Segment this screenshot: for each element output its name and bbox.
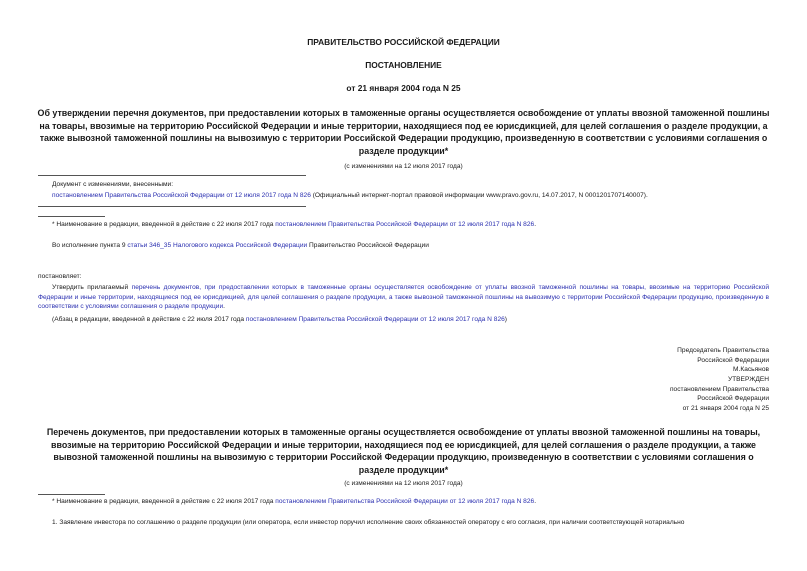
list-changes-note: (с изменениями на 12 июля 2017 года): [344, 480, 463, 487]
amendments-intro: Документ с изменениями, внесенными:: [52, 181, 174, 188]
preamble-text: Во исполнение пункта 9: [52, 242, 128, 249]
note-link[interactable]: постановлением Правительства Российской Федерации от 12 июля 2017 года N 826: [245, 316, 505, 323]
footnote-link[interactable]: постановлением Правительства Российской Федерации от 12 июля 2017 года N 826: [275, 221, 535, 228]
footnote-text: * Наименование в редакции, введенной в действие с 22 июля 2017 года: [52, 221, 276, 228]
approval-line: Российской Федерации: [697, 395, 769, 403]
title-line: разделе продукции*: [358, 146, 449, 157]
footnote: [52, 220, 536, 230]
signature-line: Российской Федерации: [697, 356, 769, 364]
document-title: [20, 107, 787, 158]
footnote-end: .: [534, 498, 537, 505]
footnote-end: .: [534, 221, 537, 228]
paragraph-1-note: [52, 315, 507, 325]
footnote-rule: [38, 494, 105, 495]
doc-type-heading: ПОСТАНОВЛЕНИЕ: [365, 60, 442, 70]
list-link[interactable]: перечень документов, при предоставлении которых в таможенные органы осуществляется освобождение от уплаты ввозной таможенной пошлины на товары, ввозимые на территорию Российской Федерации и иные территории, находящиеся под ее юрисдикцией, для целей соглашения о разделе продукции, а также вывозной таможенной пошлины на вывозимую с территории Российской Федерации продукцию, произведенную в соответствии с условиями соглашения о разделе продукции: [38, 284, 769, 311]
paragraph-1-end: .: [223, 303, 226, 311]
approval-line: от 21 января 2004 года N 25: [682, 404, 769, 412]
tax-code-link[interactable]: статьи 346_35 Налогового кодекса Российской Федерации: [127, 242, 308, 249]
amendment-link[interactable]: постановлением Правительства Российской Федерации от 12 июля 2017 года N 826: [52, 192, 311, 199]
signature-name: М.Касьянов: [733, 366, 769, 374]
date-number-heading: от 21 января 2004 года N 25: [346, 83, 461, 93]
paragraph-1: [38, 283, 769, 312]
list-title: [20, 426, 787, 477]
footnote-link[interactable]: постановлением Правительства Российской Федерации от 12 июля 2017 года N 826: [275, 498, 535, 505]
preamble: [52, 241, 429, 251]
approval-line: постановлением Правительства: [669, 385, 769, 393]
note-text: (Абзац в редакции, введенной в действие с 22 июля 2017 года: [52, 316, 246, 323]
changes-note: (с изменениями на 12 июля 2017 года): [344, 163, 463, 170]
note-end: ): [504, 316, 507, 323]
preamble-text-end: Правительство Российской Федерации: [307, 242, 429, 249]
divider: [38, 206, 306, 207]
list-title-line: вывозной таможенной пошлины на вывозимую с территории Российской Федерации продукцию, произведенную в соответствии с условиями соглашения о: [53, 452, 754, 463]
footnote-rule: [38, 216, 105, 217]
amendment-source: (Официальный интернет-портал правовой информации www.pravo.gov.ru, 14.07.2017, N 0001201707140007).: [310, 192, 648, 199]
signature-line: Председатель Правительства: [677, 347, 769, 354]
footnote-text: * Наименование в редакции, введенной в действие с 22 июля 2017 года: [52, 498, 276, 505]
list-item-1: 1. Заявление инвестора по соглашению о разделе продукции (или оператора, если инвестор поручил исполнение своих обязанностей оператору с его согласия, при наличии соответствующей нотариально: [52, 519, 685, 526]
list-title-line: разделе продукции*: [358, 465, 449, 476]
title-line: Об утверждении перечня документов, при предоставлении которых в таможенные органы осуществляется освобождение от уплаты ввозной таможенной пошлины: [37, 108, 770, 118]
list-title-line: Перечень документов, при предоставлении которых в таможенные органы осуществляется освобождение от уплаты ввозной таможенной пошлины на товары,: [46, 427, 761, 437]
approval-line: УТВЕРЖДЕН: [727, 376, 769, 383]
signature-block: [677, 346, 769, 375]
government-heading: ПРАВИТЕЛЬСТВО РОССИЙСКОЙ ФЕДЕРАЦИИ: [307, 37, 500, 47]
list-title-line: ввозимые на территорию Российской Федерации и иные территории, находящиеся под ее юрисдикцией, для целей соглашения о разделе продукции, а также: [51, 439, 756, 450]
paragraph-1-text: Утвердить прилагаемый: [52, 284, 132, 291]
title-line: на товары, ввозимые на территорию Российской Федерации и иные территории, находящиеся под ее юрисдикцией, для целей соглашения о разделе продукции, а: [39, 120, 768, 131]
approval-block: [670, 375, 769, 413]
title-line: также вывозной таможенной пошлины на вывозимую с территории Российской Федерации продукцию, произведенную в соответствии с условиями соглашения о: [39, 133, 768, 144]
list-footnote: [52, 497, 536, 507]
amendments-line: [52, 191, 648, 201]
divider: [38, 175, 306, 176]
resolves-text: постановляет:: [38, 273, 82, 280]
